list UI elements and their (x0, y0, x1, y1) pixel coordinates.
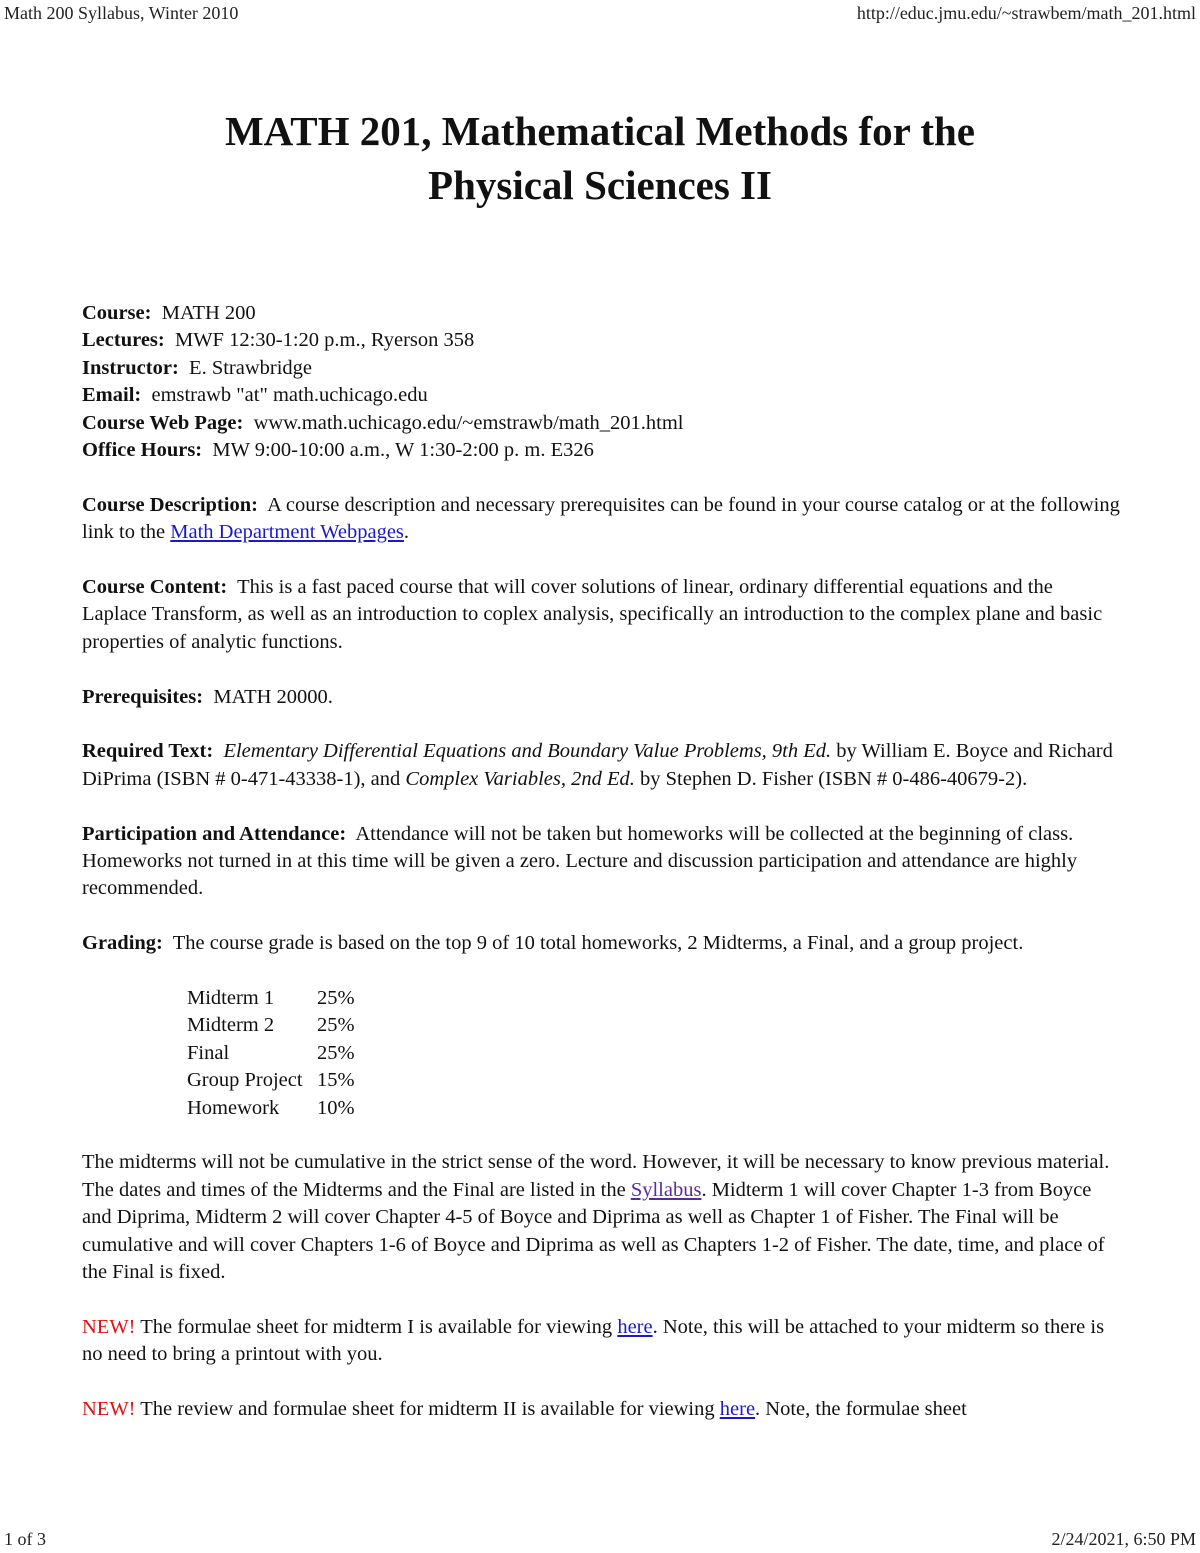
news-item-1 (82, 1314, 1122, 1369)
page-title (0, 104, 1200, 212)
info-value: MWF 12:30-1:20 p.m., Ryerson 358 (174, 329, 475, 352)
section-text: This is a fast paced course that will cover solutions of linear, ordinary differential equations and the Laplace Transform, as well as an introduction to coplex analysis, specifically an introduction to the complex plane and basic properties of analytic functions. (82, 576, 1103, 653)
section-label: Grading: (82, 932, 163, 955)
print-header-title: Math 200 Syllabus, Winter 2010 (4, 3, 239, 23)
print-header-url: http://educ.jmu.edu/~strawbem/math_201.html (856, 3, 1196, 23)
info-web-page (82, 410, 1122, 437)
grade-item-weight: 15% (317, 1069, 355, 1092)
info-value: MW 9:00-10:00 a.m., W 1:30-2:00 p. m. E326 (212, 439, 594, 462)
grade-item-name: Midterm 2 (187, 1014, 275, 1037)
grade-item-name: Midterm 1 (187, 987, 275, 1010)
table-row (187, 1067, 355, 1094)
midterm-2-review-link[interactable]: here (719, 1398, 756, 1421)
info-label: Email: (82, 384, 142, 407)
news-text: The review and formulae sheet for midterm II is available for viewing (140, 1398, 715, 1421)
participation-attendance (82, 821, 1122, 903)
info-label: Instructor: (82, 356, 179, 379)
section-text: The course grade is based on the top 9 of 10 total homeworks, 2 Midterms, a Final, and a group project. (172, 932, 1024, 955)
table-row (187, 1012, 355, 1039)
info-lectures (82, 327, 1122, 354)
grade-item-weight: 25% (317, 987, 355, 1010)
section-label: Participation and Attendance: (82, 822, 347, 845)
info-course (82, 300, 1122, 327)
grade-item-weight: 25% (317, 1014, 355, 1037)
required-text (82, 738, 1122, 793)
course-content (82, 574, 1122, 656)
section-label: Required Text: (82, 740, 214, 763)
course-description (82, 492, 1122, 547)
book-title-2: Complex Variables, 2nd Ed. (405, 767, 635, 790)
grade-item-weight: 25% (317, 1041, 355, 1064)
print-timestamp: 2/24/2021, 6:50 PM (1051, 1529, 1196, 1549)
book-title-1: Elementary Differential Equations and Boundary Value Problems, 9th Ed. (223, 740, 832, 763)
table-row (187, 985, 355, 1012)
info-label: Office Hours: (82, 439, 203, 462)
section-text: A course description and necessary prerequisites can be found in your course catalog or at the following link to the (82, 493, 1120, 544)
news-text-end: . Note, this will be attached to your midterm so there is no need to bring a printout with you. (82, 1315, 1105, 1366)
info-value: E. Strawbridge (189, 356, 313, 379)
section-text: MATH 20000. (213, 685, 333, 708)
info-email (82, 382, 1122, 409)
grade-item-weight: 10% (317, 1096, 355, 1119)
new-badge: NEW! (82, 1398, 136, 1421)
page-title-line-1: MATH 201, Mathematical Methods for the (224, 108, 975, 154)
section-text-end: . (403, 521, 410, 544)
info-instructor (82, 355, 1122, 382)
prerequisites (82, 684, 1122, 711)
info-value: emstrawb "at" math.uchicago.edu (151, 384, 428, 407)
math-department-link[interactable]: Math Department Webpages (170, 521, 404, 544)
info-value: MATH 200 (161, 302, 256, 324)
grade-item-name: Final (187, 1041, 230, 1064)
new-badge: NEW! (82, 1315, 136, 1338)
section-label: Prerequisites: (82, 685, 204, 708)
news-text-end: . Note, the formulae sheet (755, 1398, 967, 1421)
page-title-line-2: Physical Sciences II (428, 162, 772, 208)
section-text: The midterms will not be cumulative in the strict sense of the word. However, it will be necessary to know previous material. The dates and times of the Midterms and the Final are listed in the (82, 1151, 1110, 1201)
midterms-info (82, 1149, 1122, 1286)
book-details-2: by Stephen D. Fisher (ISBN # 0-486-40679-2). (640, 767, 1028, 790)
news-item-2 (82, 1396, 1122, 1423)
table-row (187, 1040, 355, 1067)
info-office-hours (82, 437, 1122, 464)
book-details-1: by William E. Boyce and Richard DiPrima (ISBN # 0-471-43338-1), and (82, 740, 1113, 790)
info-label: Course Web Page: (82, 411, 244, 434)
info-label: Course: (82, 302, 152, 324)
news-text: The formulae sheet for midterm I is available for viewing (140, 1315, 613, 1338)
grade-item-name: Group Project (187, 1069, 303, 1092)
section-text: Attendance will not be taken but homeworks will be collected at the beginning of class. Homeworks not turned in at this time will be given a zero. Lecture and discussion participation and attendance are highly recommended. (82, 822, 1078, 900)
grading (82, 930, 1122, 957)
table-row (187, 1095, 355, 1122)
info-label: Lectures: (82, 329, 165, 352)
info-value: www.math.uchicago.edu/~emstrawb/math_201.html (253, 411, 684, 434)
course-info-block (82, 300, 1122, 464)
grade-weights-table (187, 985, 355, 1122)
syllabus-link[interactable]: Syllabus (630, 1178, 702, 1201)
section-text-end: . Midterm 1 will cover Chapter 1-3 from Boyce and Diprima, Midterm 2 will cover Chapter 4-5 of Boyce and Diprima as well as Chapter 1 of Fisher. The Final will be cumulative and will cover Chapters 1-6 of Boyce and Diprima as well as Chapters 1-2 of Fisher. The date, time, and place of the Final is fixed. (82, 1178, 1105, 1284)
midterm-1-formulae-link[interactable]: here (617, 1315, 653, 1338)
syllabus-content (82, 300, 1122, 1451)
grade-item-name: Homework (187, 1096, 280, 1119)
section-label: Course Description: (82, 493, 258, 516)
section-label: Course Content: (82, 576, 228, 599)
page-count: 1 of 3 (4, 1529, 46, 1549)
